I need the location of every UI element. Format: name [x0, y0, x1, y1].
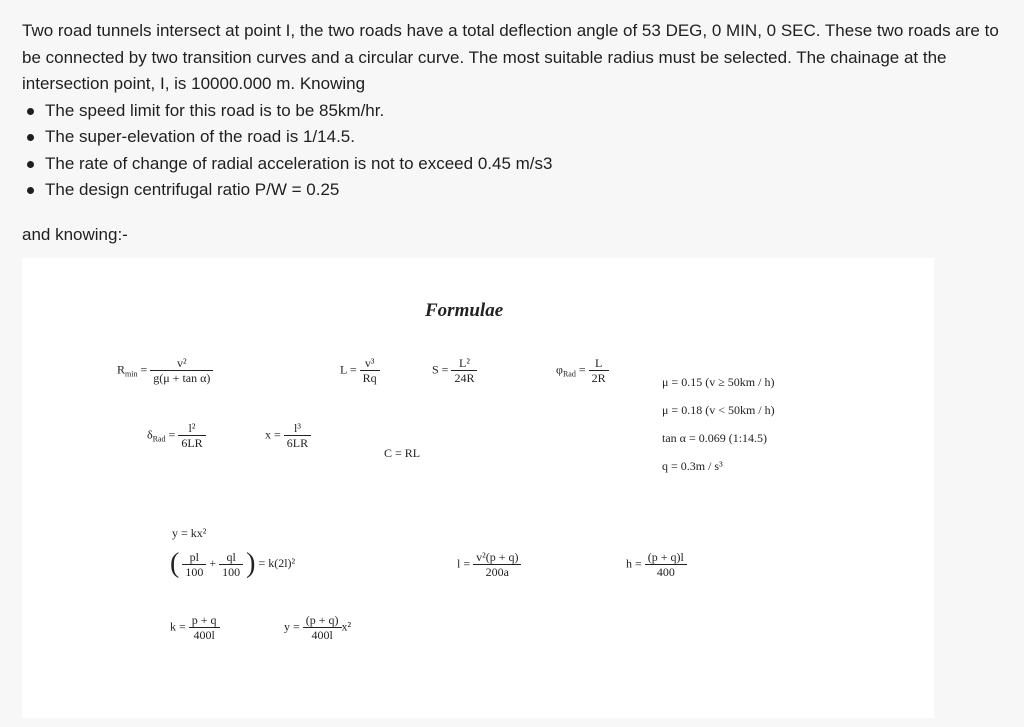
delta-formula: $\delta_{Rad}$ = $\frac{\text{l²}}{6LR}$ — [147, 421, 206, 450]
formulae-image — [22, 258, 934, 718]
l-formula: L = $\frac{\text{v³}}{Rq}$ — [340, 356, 380, 385]
h-formula: h = $\frac{(p + q)l}{400}$ — [626, 550, 687, 579]
and-knowing-text: and knowing:- — [22, 225, 128, 244]
question-intro: Two road tunnels intersect at point I, the two roads have a total deflection angle of 53 DEG, 0 MIN, 0 SEC. These two roads are to be connected by two transition curves and a circular curve. The most suitable radius must be selected. The chainage at the intersection point, I, is 10000.000 m. Knowing — [22, 21, 999, 93]
question-text — [22, 18, 1012, 204]
phi-formula: $\varphi_{Rad}$ = $\frac{L}{2R}$ — [556, 356, 609, 385]
list-item: The speed limit for this road is to be 85km/hr. — [22, 98, 1012, 125]
condition-item: q = 0.3m / s³ — [662, 459, 723, 473]
condition-item: tan α = 0.069 (1:14.5) — [662, 431, 768, 445]
formulae-title: Formulae — [425, 300, 504, 321]
y-kx2-formula: y = kx² — [172, 526, 207, 540]
k-formula: k = $\frac{p + q}{400l}$ — [170, 613, 220, 642]
s-formula: S = $\frac{\text{L²}}{24R}$ — [432, 356, 477, 385]
bracket-formula: ( $\frac{pl}{100}$ + $\frac{ql}{100}$ ) = k(2l)² — [170, 548, 296, 579]
list-item: The design centrifugal ratio P/W = 0.25 — [22, 177, 1012, 204]
list-item: The rate of change of radial acceleration is not to exceed 0.45 m/s3 — [22, 151, 1012, 178]
given-list — [22, 98, 1012, 204]
conditions-list — [662, 368, 775, 480]
x-formula: x = $\frac{\text{l³}}{6LR}$ — [265, 421, 311, 450]
condition-item: μ = 0.15 (v ≥ 50km / h) — [662, 375, 775, 389]
list-item: The super-elevation of the road is 1/14.5. — [22, 124, 1012, 151]
r-min-formula: $R_{min}$ = $\frac{\text{v²}}{\text{g(μ + tan α)}}$ — [117, 356, 213, 385]
l-length-formula: l = $\frac{\text{v²(p + q)}}{200a}$ — [457, 550, 521, 579]
c-formula: C = RL — [384, 446, 421, 460]
y-formula: y = $\frac{(p + q)}{400l}$ x² — [284, 613, 352, 642]
condition-item: μ = 0.18 (v < 50km / h) — [662, 403, 775, 417]
